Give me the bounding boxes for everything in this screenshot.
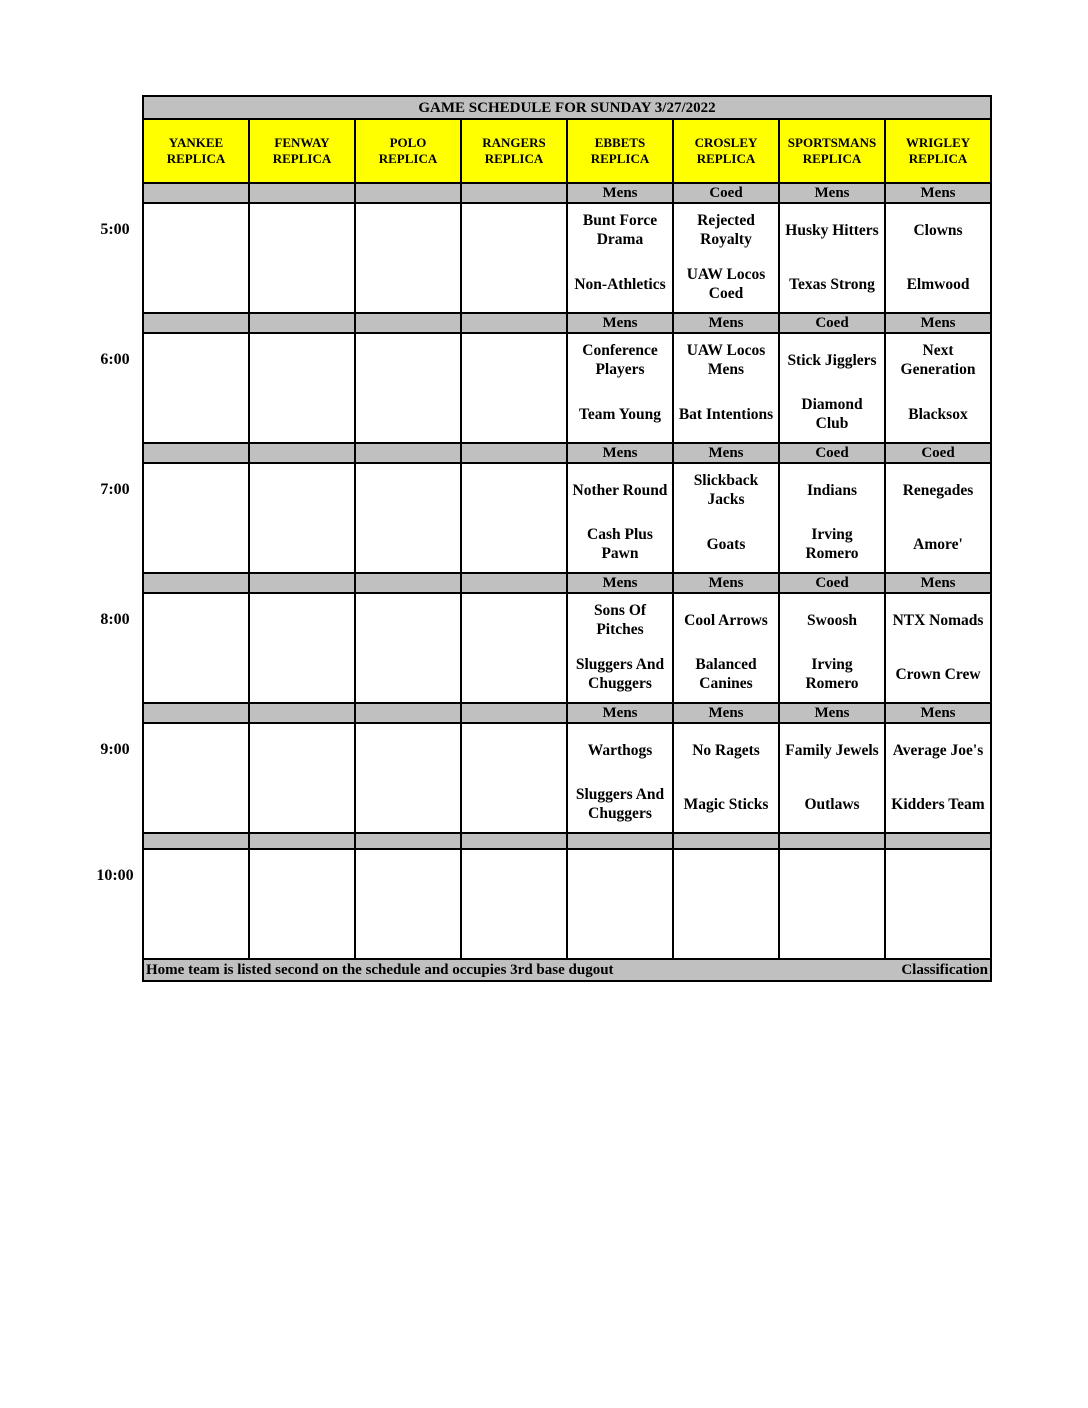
classification-cell bbox=[461, 313, 567, 333]
home-team: Sluggers And Chuggers bbox=[575, 656, 665, 692]
game-cell bbox=[143, 849, 249, 959]
classification-cell: Coed bbox=[673, 183, 779, 203]
game-cell bbox=[885, 723, 991, 833]
game-cell bbox=[779, 723, 885, 833]
game-cell bbox=[673, 593, 779, 703]
classification-cell: Mens bbox=[779, 703, 885, 723]
game-cell bbox=[567, 593, 673, 703]
game-cell bbox=[461, 203, 567, 313]
classification-cell: Coed bbox=[779, 443, 885, 463]
time-label: 10:00 bbox=[96, 867, 134, 884]
classification-cell bbox=[249, 183, 355, 203]
classification-cell: Mens bbox=[673, 313, 779, 333]
home-team: Elmwood bbox=[906, 275, 970, 293]
field-subtitle: REPLICA bbox=[378, 151, 438, 166]
classification-cell bbox=[355, 183, 461, 203]
home-team: Irving Romero bbox=[805, 526, 859, 562]
visiting-team: UAW Locos Mens bbox=[686, 342, 766, 378]
classification-cell: Mens bbox=[885, 573, 991, 593]
home-team: UAW Locos Coed bbox=[686, 266, 766, 302]
classification-row bbox=[143, 703, 991, 723]
home-team: Cash Plus Pawn bbox=[587, 526, 653, 562]
game-cell bbox=[461, 593, 567, 703]
classification-cell: Mens bbox=[673, 573, 779, 593]
field-name: WRIGLEY bbox=[905, 135, 971, 151]
home-team: Bat Intentions bbox=[678, 405, 774, 423]
home-team: Irving Romero bbox=[805, 656, 859, 692]
game-cell bbox=[355, 849, 461, 959]
home-team: Crown Crew bbox=[895, 665, 981, 683]
classification-cell bbox=[461, 833, 567, 849]
game-cell bbox=[779, 203, 885, 313]
visiting-team: Conference Players bbox=[582, 342, 658, 378]
game-cell bbox=[885, 333, 991, 443]
game-cell bbox=[779, 463, 885, 573]
home-team-note: Home team is listed second on the schedule and occupies 3rd base dugout bbox=[146, 962, 614, 978]
time-label: 9:00 bbox=[100, 741, 130, 758]
field-name: SPORTSMANS bbox=[787, 135, 877, 151]
footer-cell bbox=[143, 959, 991, 981]
classification-cell: Mens bbox=[567, 703, 673, 723]
classification-cell bbox=[143, 313, 249, 333]
classification-row bbox=[143, 183, 991, 203]
classification-cell bbox=[249, 833, 355, 849]
classification-cell bbox=[249, 703, 355, 723]
game-cell bbox=[461, 849, 567, 959]
game-cell bbox=[885, 463, 991, 573]
field-subtitle: REPLICA bbox=[908, 151, 968, 166]
visiting-team: Next Generation bbox=[900, 342, 976, 378]
field-header-row bbox=[143, 119, 991, 183]
classification-cell bbox=[249, 443, 355, 463]
field-subtitle: REPLICA bbox=[166, 151, 226, 166]
game-cell bbox=[355, 593, 461, 703]
classification-cell bbox=[249, 313, 355, 333]
game-slot-row bbox=[143, 723, 991, 833]
home-team: Blacksox bbox=[908, 405, 968, 423]
time-label: 8:00 bbox=[100, 611, 130, 628]
classification-row bbox=[143, 573, 991, 593]
field-subtitle: REPLICA bbox=[272, 151, 332, 166]
visiting-team: Average Joe's bbox=[892, 741, 984, 759]
classification-cell bbox=[143, 183, 249, 203]
field-header-polo bbox=[355, 119, 461, 183]
visiting-team: Slickback Jacks bbox=[693, 472, 759, 508]
game-cell bbox=[779, 333, 885, 443]
visiting-team: Bunt Force Drama bbox=[582, 212, 658, 248]
game-cell bbox=[355, 723, 461, 833]
field-name: FENWAY bbox=[274, 135, 330, 151]
game-cell bbox=[673, 333, 779, 443]
game-cell bbox=[673, 849, 779, 959]
field-subtitle: REPLICA bbox=[696, 151, 756, 166]
game-cell bbox=[567, 849, 673, 959]
game-cell bbox=[673, 723, 779, 833]
game-cell bbox=[885, 593, 991, 703]
game-cell bbox=[567, 203, 673, 313]
game-cell bbox=[249, 203, 355, 313]
classification-row bbox=[143, 443, 991, 463]
home-team: Kidders Team bbox=[891, 795, 985, 813]
home-team: Diamond Club bbox=[801, 396, 863, 432]
time-label: 6:00 bbox=[100, 351, 130, 368]
game-cell bbox=[885, 849, 991, 959]
visiting-team: Sons Of Pitches bbox=[593, 602, 647, 638]
home-team: Amore' bbox=[913, 535, 963, 553]
classification-cell: Mens bbox=[885, 183, 991, 203]
home-team: Team Young bbox=[579, 405, 661, 423]
classification-cell bbox=[461, 183, 567, 203]
classification-cell bbox=[143, 833, 249, 849]
game-cell bbox=[143, 593, 249, 703]
home-team: Outlaws bbox=[804, 795, 860, 813]
visiting-team: Husky Hitters bbox=[785, 221, 879, 239]
classification-cell: Mens bbox=[673, 703, 779, 723]
game-cell bbox=[567, 333, 673, 443]
game-cell bbox=[673, 203, 779, 313]
classification-cell bbox=[143, 443, 249, 463]
field-header-fenway bbox=[249, 119, 355, 183]
field-subtitle: REPLICA bbox=[590, 151, 650, 166]
game-cell bbox=[143, 723, 249, 833]
game-cell bbox=[355, 333, 461, 443]
field-name: CROSLEY bbox=[694, 135, 758, 151]
home-team: Balanced Canines bbox=[695, 656, 757, 692]
field-name: EBBETS bbox=[594, 135, 646, 151]
classification-cell bbox=[567, 833, 673, 849]
game-cell bbox=[249, 463, 355, 573]
classification-cell: Coed bbox=[779, 313, 885, 333]
game-cell bbox=[143, 463, 249, 573]
classification-cell bbox=[143, 703, 249, 723]
field-subtitle: REPLICA bbox=[484, 151, 544, 166]
game-slot-row bbox=[143, 463, 991, 573]
classification-cell: Mens bbox=[567, 573, 673, 593]
game-slot-row bbox=[143, 593, 991, 703]
home-team: Magic Sticks bbox=[683, 795, 769, 813]
game-cell bbox=[567, 463, 673, 573]
home-team: Sluggers And Chuggers bbox=[575, 786, 665, 822]
classification-cell bbox=[673, 833, 779, 849]
schedule-table bbox=[142, 95, 992, 982]
game-cell bbox=[461, 723, 567, 833]
classification-row bbox=[143, 313, 991, 333]
home-team: Non-Athletics bbox=[574, 275, 666, 293]
visiting-team: Clowns bbox=[913, 221, 963, 239]
footer-row bbox=[143, 959, 991, 981]
field-header-ebbets bbox=[567, 119, 673, 183]
game-slot-row bbox=[143, 849, 991, 959]
classification-cell bbox=[143, 573, 249, 593]
game-cell bbox=[143, 333, 249, 443]
classification-legend: Classification bbox=[901, 962, 988, 978]
home-team: Goats bbox=[706, 535, 746, 553]
home-team: Texas Strong bbox=[789, 275, 875, 293]
classification-cell bbox=[885, 833, 991, 849]
classification-cell: Mens bbox=[885, 703, 991, 723]
classification-cell: Coed bbox=[885, 443, 991, 463]
game-cell bbox=[567, 723, 673, 833]
game-slot-row bbox=[143, 203, 991, 313]
classification-cell: Mens bbox=[567, 443, 673, 463]
classification-row bbox=[143, 833, 991, 849]
game-cell bbox=[885, 203, 991, 313]
field-header-crosley bbox=[673, 119, 779, 183]
field-header-rangers bbox=[461, 119, 567, 183]
classification-cell bbox=[779, 833, 885, 849]
time-label: 5:00 bbox=[100, 221, 130, 238]
game-cell bbox=[461, 463, 567, 573]
classification-cell: Mens bbox=[885, 313, 991, 333]
classification-cell bbox=[461, 573, 567, 593]
game-cell bbox=[249, 593, 355, 703]
visiting-team: Stick Jigglers bbox=[787, 351, 877, 369]
visiting-team: Warthogs bbox=[587, 741, 653, 759]
field-subtitle: REPLICA bbox=[802, 151, 862, 166]
classification-cell: Mens bbox=[567, 313, 673, 333]
visiting-team: Renegades bbox=[902, 481, 974, 499]
classification-cell bbox=[355, 703, 461, 723]
classification-cell bbox=[355, 313, 461, 333]
visiting-team: NTX Nomads bbox=[892, 611, 984, 629]
game-cell bbox=[779, 849, 885, 959]
classification-cell bbox=[355, 573, 461, 593]
game-slot-row bbox=[143, 333, 991, 443]
field-header-sportsmans bbox=[779, 119, 885, 183]
classification-cell bbox=[355, 833, 461, 849]
visiting-team: No Ragets bbox=[692, 741, 760, 759]
game-cell bbox=[355, 203, 461, 313]
field-name: RANGERS bbox=[482, 135, 546, 151]
classification-cell: Coed bbox=[779, 573, 885, 593]
classification-cell bbox=[461, 443, 567, 463]
game-cell bbox=[143, 203, 249, 313]
classification-cell: Mens bbox=[779, 183, 885, 203]
visiting-team: Swoosh bbox=[807, 611, 857, 629]
classification-cell: Mens bbox=[673, 443, 779, 463]
visiting-team: Cool Arrows bbox=[684, 611, 768, 629]
field-name: POLO bbox=[389, 135, 427, 151]
game-cell bbox=[249, 723, 355, 833]
game-cell bbox=[779, 593, 885, 703]
classification-cell bbox=[461, 703, 567, 723]
visiting-team: Nother Round bbox=[572, 481, 668, 499]
time-label: 7:00 bbox=[100, 481, 130, 498]
field-header-wrigley bbox=[885, 119, 991, 183]
game-cell bbox=[249, 333, 355, 443]
field-name: YANKEE bbox=[168, 135, 224, 151]
field-header-yankee bbox=[143, 119, 249, 183]
game-cell bbox=[249, 849, 355, 959]
game-cell bbox=[355, 463, 461, 573]
visiting-team: Rejected Royalty bbox=[697, 212, 755, 248]
classification-cell: Mens bbox=[567, 183, 673, 203]
visiting-team: Family Jewels bbox=[785, 741, 879, 759]
game-cell bbox=[461, 333, 567, 443]
classification-cell bbox=[249, 573, 355, 593]
visiting-team: Indians bbox=[807, 481, 857, 499]
classification-cell bbox=[355, 443, 461, 463]
game-cell bbox=[673, 463, 779, 573]
schedule-title: GAME SCHEDULE FOR SUNDAY 3/27/2022 bbox=[143, 96, 991, 119]
